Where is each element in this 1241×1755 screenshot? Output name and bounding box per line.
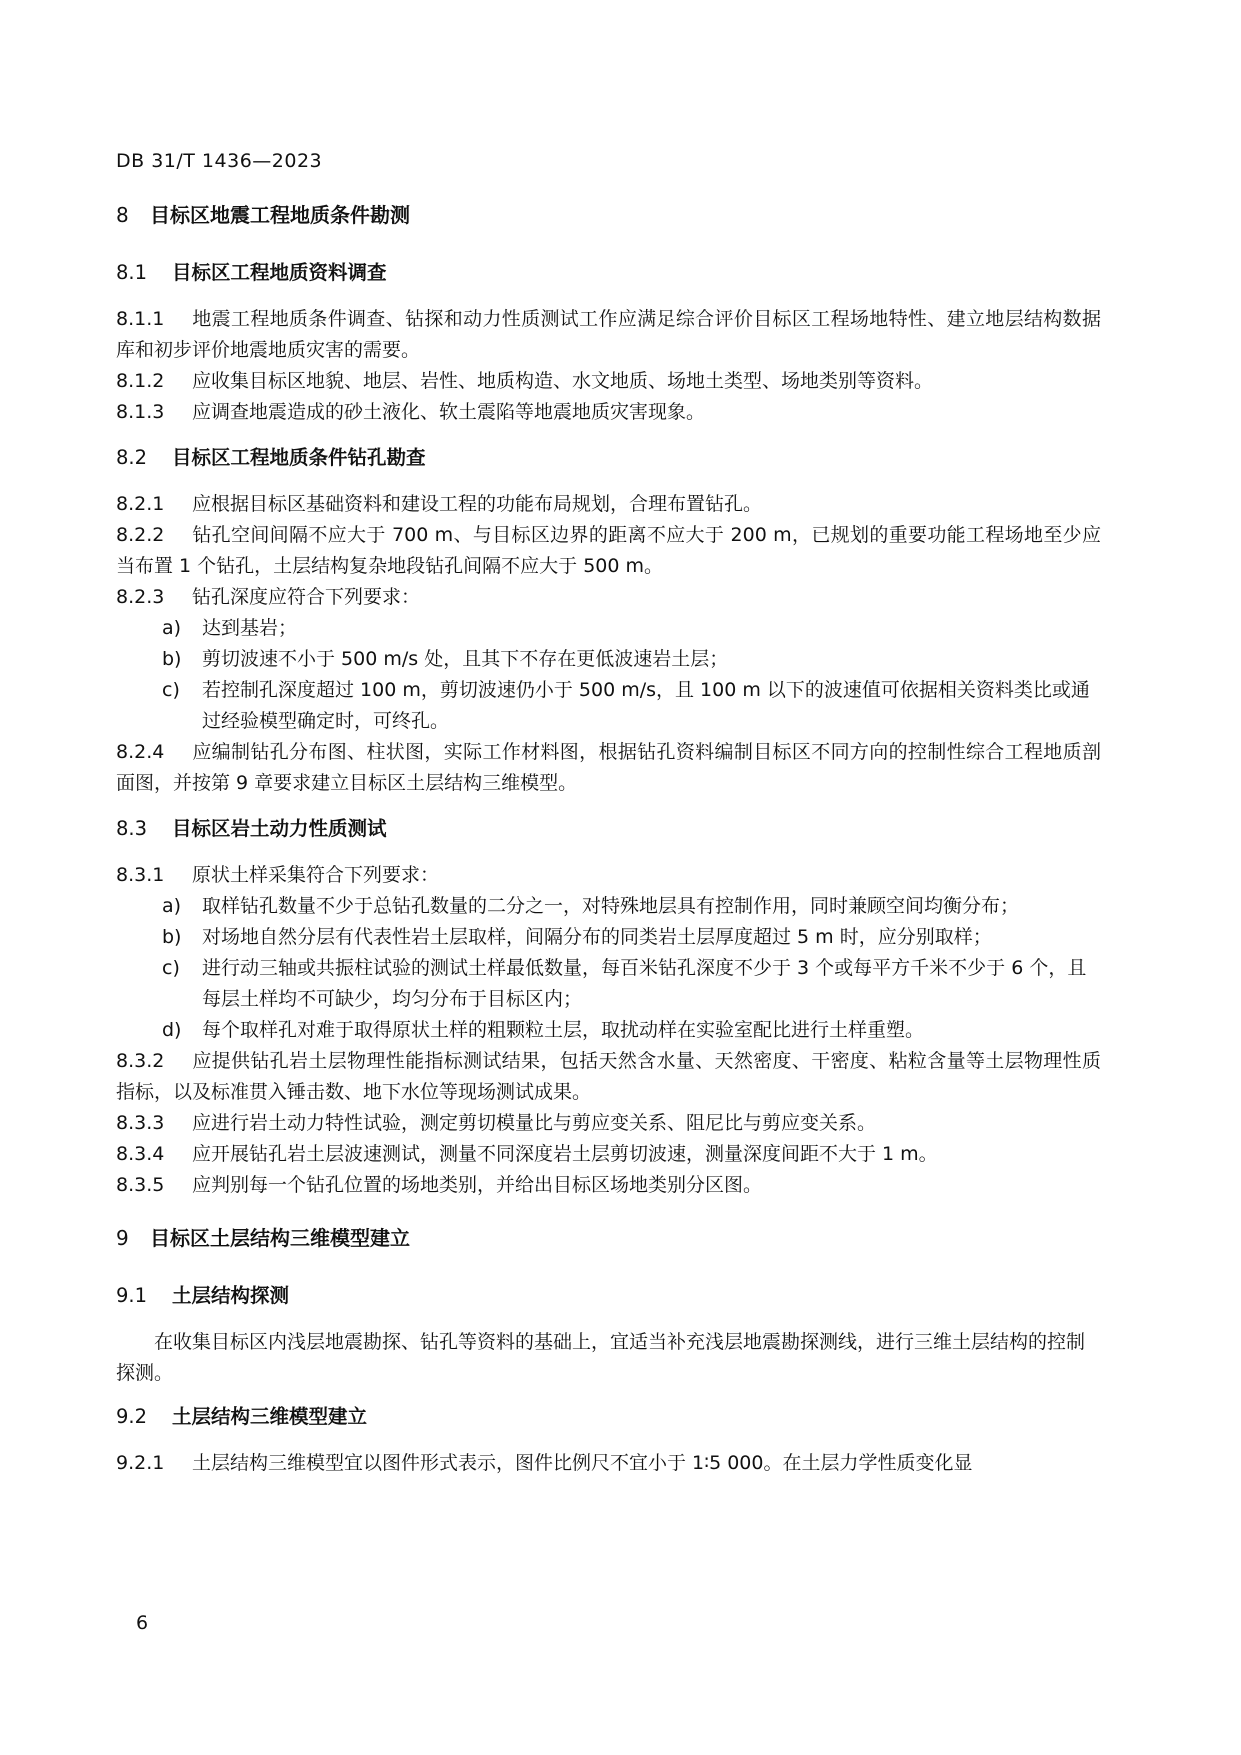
section-9-1-paragraph: 在收集目标区内浅层地震勘探、钻孔等资料的基础上，宜适当补充浅层地震勘探测线，进行三维土层结构的控制探测。 bbox=[116, 1331, 1086, 1384]
clause-number: 8.3.5 bbox=[116, 1174, 165, 1196]
clause-text: 应判别每一个钻孔位置的场地类别，并给出目标区场地类别分区图。 bbox=[192, 1174, 763, 1196]
section-number: 8.2 bbox=[116, 446, 148, 469]
list-text: 达到基岩； bbox=[202, 617, 298, 639]
clause-8-2-2 bbox=[116, 520, 1101, 582]
clause-text: 钻孔深度应符合下列要求： bbox=[192, 586, 421, 608]
section-number: 8.3 bbox=[116, 817, 148, 840]
clause-text: 钻孔空间间隔不应大于 700 m、与目标区边界的距离不应大于 200 m，已规划的重要功能工程场地至少应当布置 1 个钻孔，土层结构复杂地段钻孔间隔不应大于 500 m。 bbox=[116, 524, 1101, 577]
clause-number: 8.2.4 bbox=[116, 741, 165, 763]
clause-8-3-3 bbox=[116, 1108, 1101, 1139]
clause-number: 8.2.3 bbox=[116, 586, 165, 608]
clause-text: 应调查地震造成的砂土液化、软土震陷等地震地质灾害现象。 bbox=[192, 401, 706, 423]
list-item-c bbox=[116, 675, 1101, 737]
clause-8-3-2 bbox=[116, 1046, 1101, 1108]
clause-number: 8.1.1 bbox=[116, 308, 165, 330]
clause-8-2-3 bbox=[116, 582, 1101, 613]
list-text: 若控制孔深度超过 100 m，剪切波速仍小于 500 m/s，且 100 m 以下的波速值可依据相关资料类比或通过经验模型确定时，可终孔。 bbox=[202, 679, 1090, 732]
section-title: 目标区工程地质资料调查 bbox=[172, 261, 387, 284]
section-title: 目标区岩土动力性质测试 bbox=[172, 817, 387, 840]
clause-8-2-4 bbox=[116, 737, 1101, 799]
page-number: 6 bbox=[136, 1612, 149, 1634]
list-item-d bbox=[116, 1015, 1101, 1046]
section-title: 土层结构探测 bbox=[172, 1284, 290, 1307]
section-title: 土层结构三维模型建立 bbox=[172, 1405, 368, 1428]
clause-text: 原状土样采集符合下列要求： bbox=[192, 864, 440, 886]
clause-text: 应进行岩土动力特性试验，测定剪切模量比与剪应变关系、阻尼比与剪应变关系。 bbox=[192, 1112, 877, 1134]
list-item-b bbox=[116, 644, 1101, 675]
clause-number: 8.3.3 bbox=[116, 1112, 165, 1134]
clause-8-3-5 bbox=[116, 1170, 1101, 1201]
clause-text: 地震工程地质条件调查、钻探和动力性质测试工作应满足综合评价目标区工程场地特性、建立地层结构数据库和初步评价地震地质灾害的需要。 bbox=[116, 308, 1101, 361]
chapter-8-heading bbox=[116, 200, 1101, 231]
chapter-number: 8 bbox=[116, 203, 129, 227]
list-marker: c) bbox=[162, 679, 180, 701]
section-title: 目标区工程地质条件钻孔勘查 bbox=[172, 446, 426, 469]
clause-number: 9.2.1 bbox=[116, 1452, 165, 1474]
clause-text: 应提供钻孔岩土层物理性能指标测试结果，包括天然含水量、天然密度、干密度、粘粒含量等土层物理性质指标，以及标准贯入锤击数、地下水位等现场测试成果。 bbox=[116, 1050, 1101, 1103]
list-marker: a) bbox=[162, 895, 182, 917]
list-marker: d) bbox=[162, 1019, 182, 1041]
clause-9-2-1 bbox=[116, 1448, 1101, 1479]
clause-8-1-2 bbox=[116, 366, 1101, 397]
section-number: 9.1 bbox=[116, 1284, 148, 1307]
chapter-9-heading bbox=[116, 1223, 1101, 1254]
chapter-title: 目标区地震工程地质条件勘测 bbox=[150, 203, 410, 227]
clause-number: 8.2.1 bbox=[116, 493, 165, 515]
clause-8-3-4 bbox=[116, 1139, 1101, 1170]
list-text: 取样钻孔数量不少于总钻孔数量的二分之一，对特殊地层具有控制作用，同时兼顾空间均衡分布； bbox=[202, 895, 1020, 917]
list-item-b bbox=[116, 922, 1101, 953]
section-number: 9.2 bbox=[116, 1405, 148, 1428]
chapter-number: 9 bbox=[116, 1226, 129, 1250]
list-text: 进行动三轴或共振柱试验的测试土样最低数量，每百米钻孔深度不少于 3 个或每平方千米不少于 6 个，且每层土样均不可缺少，均匀分布于目标区内； bbox=[202, 957, 1087, 1010]
document-body bbox=[116, 200, 1101, 1479]
list-marker: b) bbox=[162, 926, 182, 948]
list-marker: a) bbox=[162, 617, 182, 639]
clause-number: 8.3.1 bbox=[116, 864, 165, 886]
list-text: 每个取样孔对难于取得原状土样的粗颗粒土层，取扰动样在实验室配比进行土样重塑。 bbox=[202, 1019, 925, 1041]
document-code: DB 31/T 1436—2023 bbox=[116, 150, 323, 172]
section-9-2-heading bbox=[116, 1401, 1101, 1432]
clause-8-1-1 bbox=[116, 304, 1101, 366]
list-item-c bbox=[116, 953, 1101, 1015]
clause-8-2-1 bbox=[116, 489, 1101, 520]
clause-number: 8.2.2 bbox=[116, 524, 165, 546]
list-item-a bbox=[116, 891, 1101, 922]
section-8-1-heading bbox=[116, 257, 1101, 288]
clause-number: 8.3.4 bbox=[116, 1143, 165, 1165]
clause-text: 土层结构三维模型宜以图件形式表示，图件比例尺不宜小于 1∶5 000。在土层力学性质变化显 bbox=[192, 1452, 973, 1474]
clause-8-1-3 bbox=[116, 397, 1101, 428]
clause-text: 应收集目标区地貌、地层、岩性、地质构造、水文地质、场地土类型、场地类别等资料。 bbox=[192, 370, 934, 392]
section-8-3-heading bbox=[116, 813, 1101, 844]
clause-number: 8.1.2 bbox=[116, 370, 165, 392]
list-marker: b) bbox=[162, 648, 182, 670]
clause-number: 8.1.3 bbox=[116, 401, 165, 423]
section-9-1-heading bbox=[116, 1280, 1101, 1311]
list-text: 剪切波速不小于 500 m/s 处，且其下不存在更低波速岩土层； bbox=[202, 648, 729, 670]
section-number: 8.1 bbox=[116, 261, 148, 284]
list-marker: c) bbox=[162, 957, 180, 979]
clause-text: 应编制钻孔分布图、柱状图，实际工作材料图，根据钻孔资料编制目标区不同方向的控制性综合工程地质剖面图，并按第 9 章要求建立目标区土层结构三维模型。 bbox=[116, 741, 1101, 794]
list-item-a bbox=[116, 613, 1101, 644]
chapter-title: 目标区土层结构三维模型建立 bbox=[150, 1226, 410, 1250]
list-text: 对场地自然分层有代表性岩土层取样，间隔分布的同类岩土层厚度超过 5 m 时，应分别取样； bbox=[202, 926, 992, 948]
clause-text: 应开展钻孔岩土层波速测试，测量不同深度岩土层剪切波速，测量深度间距不大于 1 m。 bbox=[192, 1143, 938, 1165]
clause-8-3-1 bbox=[116, 860, 1101, 891]
clause-text: 应根据目标区基础资料和建设工程的功能布局规划，合理布置钻孔。 bbox=[192, 493, 763, 515]
section-8-2-heading bbox=[116, 442, 1101, 473]
clause-number: 8.3.2 bbox=[116, 1050, 165, 1072]
